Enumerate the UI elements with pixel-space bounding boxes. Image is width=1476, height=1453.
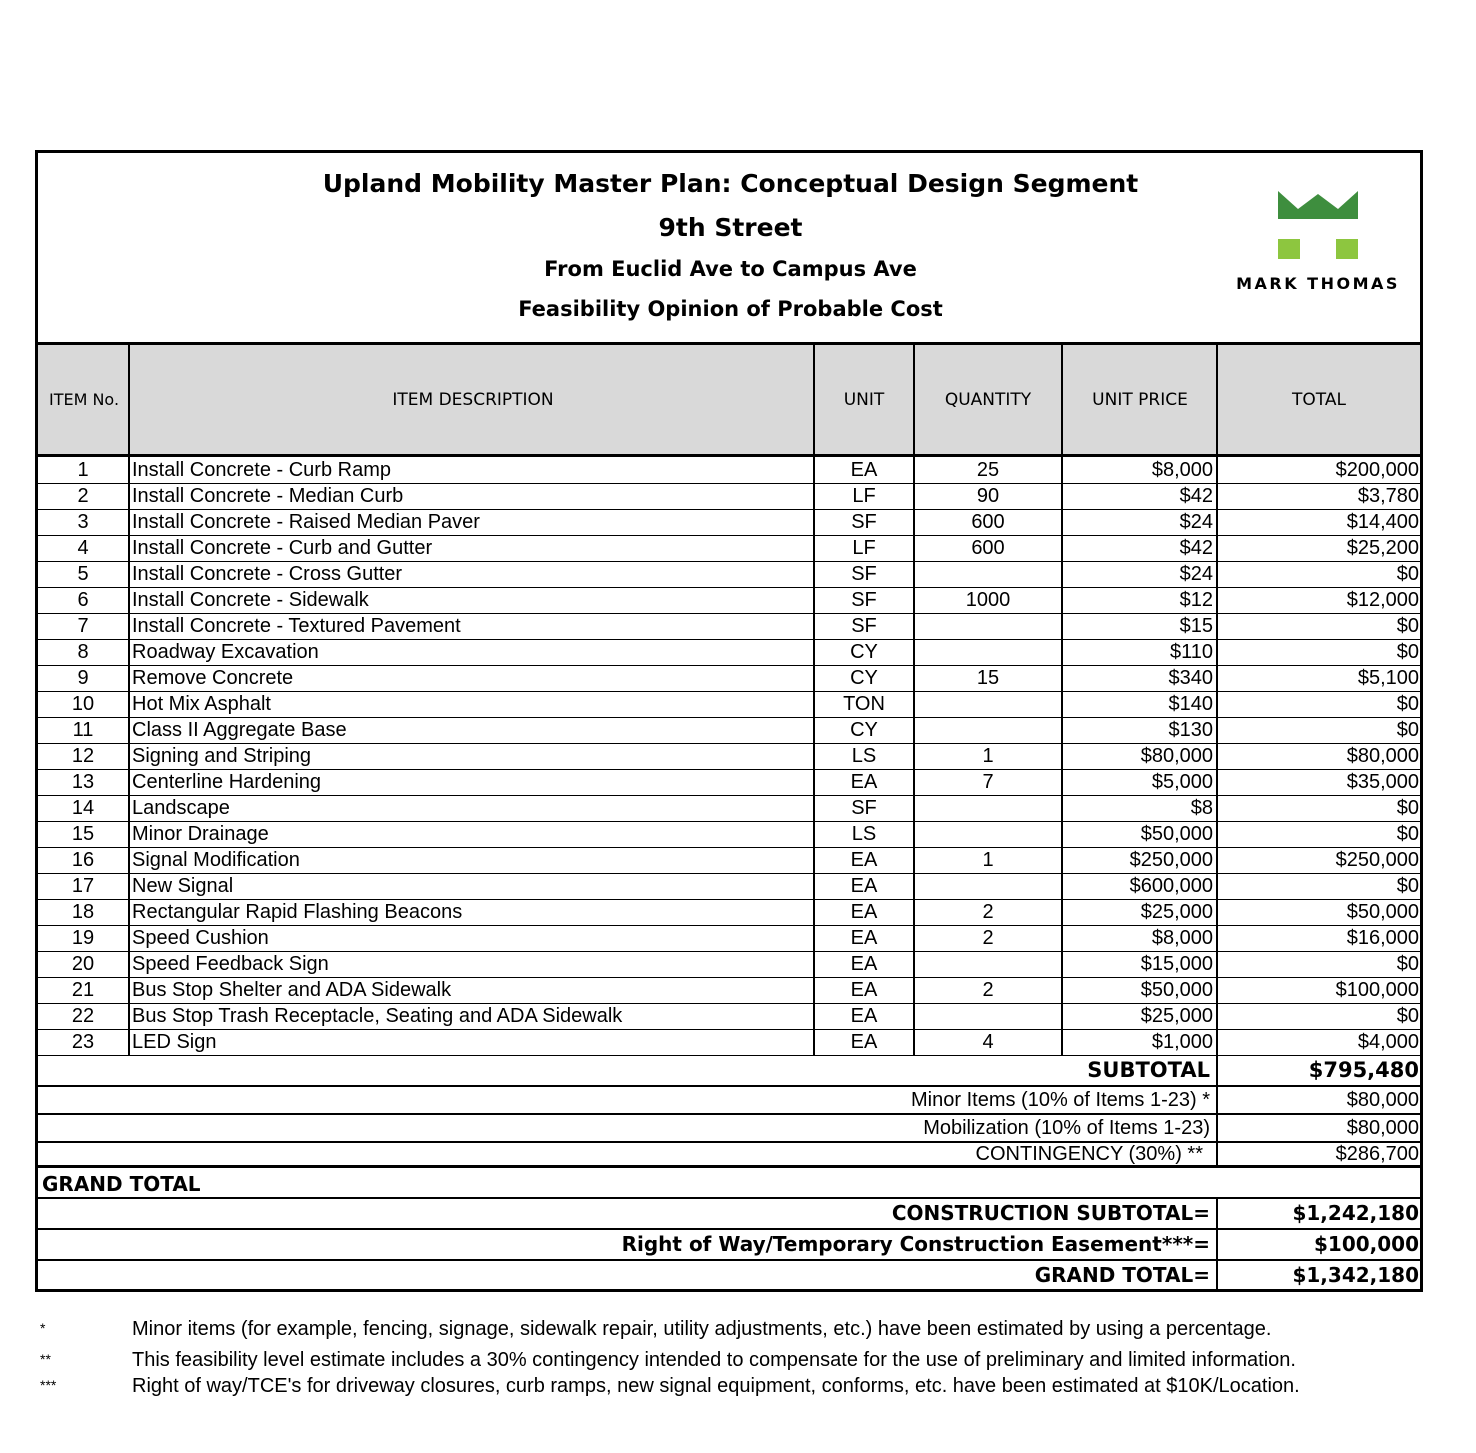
quantity-cell <box>914 613 1062 639</box>
contingency-value: $286,700 <box>1335 1143 1419 1165</box>
estimate-subtitle: Feasibility Opinion of Probable Cost <box>518 297 943 321</box>
table-row <box>38 769 1420 796</box>
unit-cell: EA <box>850 901 878 923</box>
unit-price-cell: $24 <box>1179 511 1213 533</box>
item-no-cell: 10 <box>71 693 95 715</box>
total-cell: $50,000 <box>1346 901 1419 923</box>
project-title: Upland Mobility Master Plan: Conceptual Design Segment <box>322 169 1139 198</box>
description-cell: New Signal <box>132 875 234 897</box>
grand-total-heading-row <box>38 1169 1420 1199</box>
item-no-cell: 8 <box>77 641 89 663</box>
quantity-cell: 1 <box>982 745 994 767</box>
right-of-way-label: Right of Way/Temporary Construction Easement***= <box>621 1232 1210 1256</box>
table-row <box>38 561 1420 588</box>
footnote-text: Minor items (for example, fencing, signage, sidewalk repair, utility adjustments, etc.) have been estimated by using a percentage. <box>132 1318 1272 1340</box>
item-no-cell: 21 <box>71 979 95 1001</box>
total-cell: $12,000 <box>1346 589 1419 611</box>
unit-price-cell: $25,000 <box>1140 901 1213 923</box>
table-row <box>38 535 1420 562</box>
table-row <box>38 717 1420 744</box>
table-row <box>38 951 1420 978</box>
unit-price-cell: $50,000 <box>1140 823 1213 845</box>
description-cell: Install Concrete - Textured Pavement <box>132 615 461 637</box>
item-no-cell: 5 <box>77 563 89 585</box>
footnote-text: This feasibility level estimate includes a 30% contingency intended to compensate for the use of preliminary and limited information. <box>132 1349 1296 1371</box>
item-no-cell: 7 <box>77 615 89 637</box>
table-row <box>38 691 1420 718</box>
unit-cell: EA <box>850 953 878 975</box>
unit-price-cell: $8,000 <box>1151 927 1213 949</box>
item-no-cell: 22 <box>71 1005 95 1027</box>
table-row <box>38 925 1420 952</box>
total-cell: $100,000 <box>1335 979 1419 1001</box>
logo-text: MARK THOMAS <box>1236 274 1400 293</box>
subtotal-label: SUBTOTAL <box>1087 1058 1210 1082</box>
item-no-cell: 3 <box>77 511 89 533</box>
item-no-cell: 15 <box>71 823 95 845</box>
description-cell: Roadway Excavation <box>132 641 319 663</box>
unit-cell: LF <box>852 485 876 507</box>
unit-price-cell: $15,000 <box>1140 953 1213 975</box>
unit-price-cell: $15 <box>1179 615 1213 637</box>
table-row <box>38 1003 1420 1030</box>
table-row <box>38 743 1420 770</box>
col-item-no: ITEM No. <box>48 390 120 409</box>
quantity-cell: 15 <box>976 667 1000 689</box>
item-no-cell: 9 <box>77 667 89 689</box>
unit-price-cell: $12 <box>1179 589 1213 611</box>
total-cell: $0 <box>1396 641 1419 663</box>
description-cell: Bus Stop Shelter and ADA Sidewalk <box>132 979 452 1001</box>
col-description: ITEM DESCRIPTION <box>392 389 554 410</box>
unit-price-cell: $80,000 <box>1140 745 1213 767</box>
table-row <box>38 483 1420 510</box>
quantity-cell <box>914 1003 1062 1029</box>
footnote-text: Right of way/TCE's for driveway closures, curb ramps, new signal equipment, conforms, etc. have been estimated at $10K/Location. <box>132 1375 1300 1397</box>
minor-items-value: $80,000 <box>1346 1089 1419 1111</box>
table-row <box>38 587 1420 614</box>
item-no-cell: 1 <box>77 459 89 481</box>
item-no-cell: 6 <box>77 589 89 611</box>
item-no-cell: 11 <box>72 719 94 741</box>
item-no-cell: 17 <box>71 875 95 897</box>
quantity-cell: 2 <box>982 927 994 949</box>
description-cell: Hot Mix Asphalt <box>132 693 271 715</box>
total-cell: $0 <box>1396 823 1419 845</box>
unit-cell: SF <box>851 563 877 585</box>
total-cell: $0 <box>1396 953 1419 975</box>
quantity-cell: 2 <box>982 901 994 923</box>
quantity-cell: 7 <box>982 771 994 793</box>
description-cell: Class II Aggregate Base <box>132 719 347 741</box>
total-cell: $14,400 <box>1346 511 1419 533</box>
segment-limits: From Euclid Ave to Campus Ave <box>544 257 917 281</box>
street-name: 9th Street <box>658 213 803 242</box>
unit-price-cell: $50,000 <box>1140 979 1213 1001</box>
unit-cell: EA <box>850 849 878 871</box>
footnote <box>0 1318 1476 1346</box>
subtotal-value: $795,480 <box>1308 1058 1419 1082</box>
contingency-row <box>38 1143 1420 1168</box>
col-unit-price: UNIT PRICE <box>1092 389 1188 410</box>
item-no-cell: 23 <box>71 1031 95 1053</box>
unit-price-cell: $8,000 <box>1151 459 1213 481</box>
description-cell: Install Concrete - Curb Ramp <box>132 459 391 481</box>
total-cell: $5,100 <box>1357 667 1419 689</box>
unit-price-cell: $140 <box>1168 693 1213 715</box>
description-cell: Install Concrete - Curb and Gutter <box>132 537 433 559</box>
item-no-cell: 16 <box>71 849 95 871</box>
unit-price-cell: $110 <box>1169 641 1213 663</box>
cost-estimate-sheet <box>35 150 1423 1292</box>
unit-cell: EA <box>850 459 878 481</box>
description-cell: Bus Stop Trash Receptacle, Seating and ADA Sidewalk <box>132 1005 623 1027</box>
mark-thomas-logo <box>1223 191 1413 301</box>
description-cell: Centerline Hardening <box>132 771 322 793</box>
unit-price-cell: $1,000 <box>1151 1031 1213 1053</box>
quantity-cell <box>914 873 1062 899</box>
description-cell: Install Concrete - Raised Median Paver <box>132 511 480 533</box>
item-no-cell: 12 <box>71 745 95 767</box>
table-row <box>38 613 1420 640</box>
unit-cell: CY <box>850 667 878 689</box>
unit-price-cell: $25,000 <box>1140 1005 1213 1027</box>
table-row <box>38 665 1420 692</box>
grand-total-label: GRAND TOTAL= <box>1034 1263 1210 1287</box>
unit-price-cell: $42 <box>1179 485 1213 507</box>
unit-cell: LS <box>851 823 877 845</box>
item-no-cell: 2 <box>77 485 89 507</box>
quantity-cell <box>914 561 1062 587</box>
unit-price-cell: $24 <box>1179 563 1213 585</box>
quantity-cell <box>914 951 1062 977</box>
quantity-cell: 4 <box>982 1031 994 1053</box>
quantity-cell: 1 <box>982 849 994 871</box>
description-cell: Landscape <box>132 797 230 819</box>
footnote-mark: ** <box>40 1351 51 1367</box>
mobilization-label: Mobilization (10% of Items 1-23) <box>923 1117 1210 1139</box>
description-cell: Install Concrete - Cross Gutter <box>132 563 403 585</box>
quantity-cell: 90 <box>976 485 1000 507</box>
grand-total-row <box>38 1261 1420 1289</box>
unit-price-cell: $340 <box>1168 667 1213 689</box>
unit-cell: EA <box>850 771 878 793</box>
minor-items-label: Minor Items (10% of Items 1-23) * <box>911 1089 1210 1111</box>
table-row <box>38 899 1420 926</box>
description-cell: Speed Feedback Sign <box>132 953 329 975</box>
quantity-cell <box>914 821 1062 847</box>
construction-subtotal-row <box>38 1199 1420 1230</box>
total-cell: $0 <box>1396 693 1419 715</box>
unit-cell: TON <box>843 693 885 715</box>
total-cell: $35,000 <box>1346 771 1419 793</box>
contingency-label: CONTINGENCY (30%) ** <box>975 1143 1203 1165</box>
item-no-cell: 19 <box>71 927 95 949</box>
quantity-cell <box>914 691 1062 717</box>
table-row <box>38 457 1420 484</box>
footnote-mark: *** <box>40 1377 57 1393</box>
description-cell: Install Concrete - Sidewalk <box>132 589 369 611</box>
description-cell: Signing and Striping <box>132 745 312 767</box>
construction-subtotal-label: CONSTRUCTION SUBTOTAL= <box>891 1201 1210 1225</box>
total-cell: $200,000 <box>1335 459 1419 481</box>
total-cell: $3,780 <box>1357 485 1419 507</box>
total-cell: $0 <box>1396 563 1419 585</box>
unit-price-cell: $8 <box>1190 797 1213 819</box>
logo-mark-icon <box>1223 191 1413 271</box>
table-row <box>38 873 1420 900</box>
total-cell: $0 <box>1396 797 1419 819</box>
item-no-cell: 18 <box>71 901 95 923</box>
item-no-cell: 20 <box>71 953 95 975</box>
unit-cell: EA <box>850 927 878 949</box>
total-cell: $80,000 <box>1346 745 1419 767</box>
unit-price-cell: $5,000 <box>1151 771 1213 793</box>
total-cell: $0 <box>1396 875 1419 897</box>
total-cell: $0 <box>1396 719 1419 741</box>
quantity-cell: 600 <box>971 537 1005 559</box>
subtotal-row <box>38 1056 1420 1087</box>
table-row <box>38 977 1420 1004</box>
col-unit: UNIT <box>843 389 885 410</box>
description-cell: LED Sign <box>132 1031 217 1053</box>
unit-cell: EA <box>850 1031 878 1053</box>
description-cell: Remove Concrete <box>132 667 294 689</box>
total-cell: $250,000 <box>1335 849 1419 871</box>
right-of-way-value: $100,000 <box>1313 1232 1419 1256</box>
footnote-mark: * <box>40 1320 46 1336</box>
sheet-header <box>38 153 1420 345</box>
table-row <box>38 847 1420 874</box>
unit-cell: SF <box>851 797 877 819</box>
col-total: TOTAL <box>1292 389 1346 410</box>
unit-cell: EA <box>850 875 878 897</box>
unit-cell: SF <box>851 511 877 533</box>
right-of-way-row <box>38 1230 1420 1261</box>
unit-cell: SF <box>851 589 877 611</box>
table-row <box>38 639 1420 666</box>
unit-cell: EA <box>850 1005 878 1027</box>
table-row <box>38 1029 1420 1056</box>
grand-total-heading: GRAND TOTAL <box>42 1172 201 1196</box>
unit-cell: SF <box>851 615 877 637</box>
unit-price-cell: $250,000 <box>1129 849 1213 871</box>
construction-subtotal-value: $1,242,180 <box>1292 1201 1419 1225</box>
quantity-cell <box>914 639 1062 665</box>
total-cell: $0 <box>1396 615 1419 637</box>
footnote <box>0 1349 1476 1377</box>
total-cell: $25,200 <box>1346 537 1419 559</box>
item-no-cell: 14 <box>71 797 95 819</box>
unit-price-cell: $600,000 <box>1129 875 1213 897</box>
quantity-cell <box>914 795 1062 821</box>
description-cell: Rectangular Rapid Flashing Beacons <box>132 901 463 923</box>
item-no-cell: 13 <box>71 771 95 793</box>
item-no-cell: 4 <box>77 537 89 559</box>
unit-cell: EA <box>850 979 878 1001</box>
quantity-cell: 600 <box>971 511 1005 533</box>
unit-cell: LF <box>852 537 876 559</box>
unit-cell: CY <box>850 641 878 663</box>
total-cell: $4,000 <box>1357 1031 1419 1053</box>
quantity-cell: 2 <box>982 979 994 1001</box>
table-row <box>38 509 1420 536</box>
minor-items-row <box>38 1087 1420 1115</box>
unit-price-cell: $130 <box>1168 719 1213 741</box>
unit-price-cell: $42 <box>1179 537 1213 559</box>
total-cell: $16,000 <box>1346 927 1419 949</box>
description-cell: Minor Drainage <box>132 823 269 845</box>
mobilization-value: $80,000 <box>1346 1117 1419 1139</box>
quantity-cell: 25 <box>976 459 1000 481</box>
mobilization-row <box>38 1115 1420 1143</box>
unit-cell: CY <box>850 719 878 741</box>
description-cell: Signal Modification <box>132 849 300 871</box>
quantity-cell: 1000 <box>965 589 1011 611</box>
footnote <box>0 1375 1476 1403</box>
col-quantity: QUANTITY <box>944 389 1032 410</box>
unit-cell: LS <box>851 745 877 767</box>
table-row <box>38 821 1420 848</box>
description-cell: Speed Cushion <box>132 927 269 949</box>
grand-total-value: $1,342,180 <box>1292 1263 1419 1287</box>
description-cell: Install Concrete - Median Curb <box>132 485 404 507</box>
quantity-cell <box>914 717 1062 743</box>
table-row <box>38 795 1420 822</box>
total-cell: $0 <box>1396 1005 1419 1027</box>
column-header-row <box>38 345 1420 457</box>
